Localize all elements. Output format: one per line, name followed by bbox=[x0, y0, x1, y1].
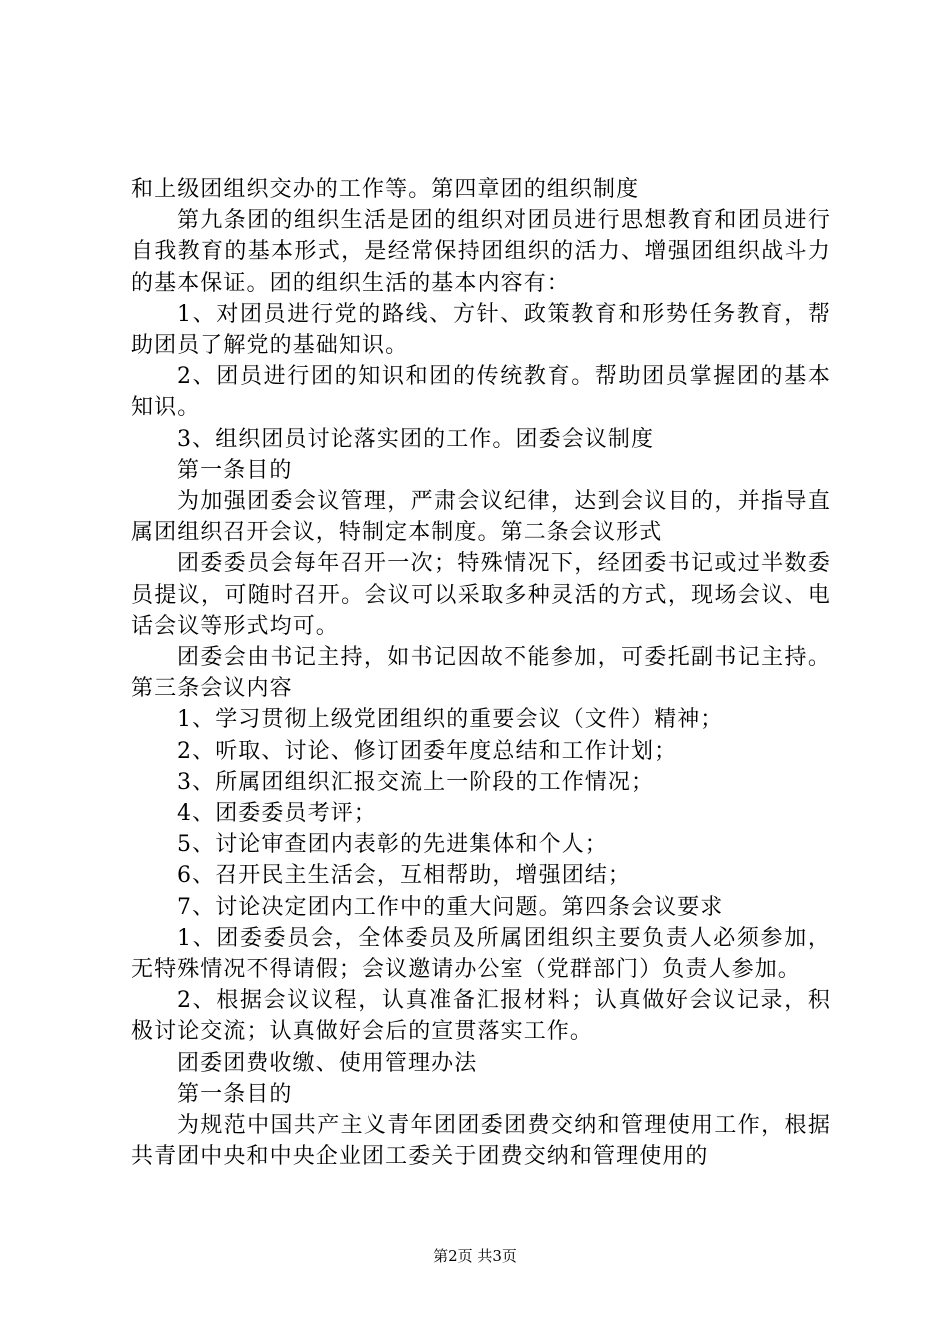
paragraph: 7、讨论决定团内工作中的重大问题。第四条会议要求 bbox=[177, 894, 724, 920]
paragraph: 1、团委委员会，全体委员及所属团组织主要负责人必须参加，无特殊情况不得请假；会议邀请办公室（党群部门）负责人参加。 bbox=[131, 925, 831, 983]
page-footer: 第2页 共3页 bbox=[433, 1247, 517, 1265]
paragraph: 第一条目的 bbox=[177, 1081, 293, 1107]
paragraph: 6、召开民主生活会，互相帮助，增强团结； bbox=[177, 863, 631, 889]
paragraph: 2、团员进行团的知识和团的传统教育。帮助团员掌握团的基本知识。 bbox=[131, 364, 831, 421]
paragraph: 3、所属团组织汇报交流上一阶段的工作情况； bbox=[177, 769, 655, 795]
paragraph: 1、对团员进行党的路线、方针、政策教育和形势任务教育，帮助团员了解党的基础知识。 bbox=[131, 301, 831, 359]
paragraph: 5、讨论审查团内表彰的先进集体和个人； bbox=[177, 832, 608, 858]
paragraph: 2、听取、讨论、修订团委年度总结和工作计划； bbox=[177, 738, 678, 764]
paragraph: 第九条团的组织生活是团的组织对团员进行思想教育和团员进行自我教育的基本形式，是经常保持团组织的活力、增强团组织战斗力的基本保证。团的组织生活的基本内容有： bbox=[131, 208, 831, 296]
paragraph: 1、学习贯彻上级党团组织的重要会议（文件）精神； bbox=[177, 707, 724, 733]
paragraph: 和上级团组织交办的工作等。第四章团的组织制度 bbox=[131, 177, 640, 202]
paragraph: 为加强团委会议管理，严肃会议纪律，达到会议目的，并指导直属团组织召开会议，特制定本制度。第二条会议形式 bbox=[131, 489, 831, 546]
document-body bbox=[131, 174, 831, 1173]
paragraph: 团委团费收缴、使用管理办法 bbox=[177, 1050, 478, 1076]
paragraph: 4、团委委员考评； bbox=[177, 801, 377, 827]
paragraph: 2、根据会议议程，认真准备汇报材料；认真做好会议记录，积极讨论交流；认真做好会后的宣贯落实工作。 bbox=[131, 988, 831, 1045]
paragraph: 团委会由书记主持，如书记因故不能参加，可委托副书记主持。第三条会议内容 bbox=[131, 645, 831, 702]
paragraph: 第一条目的 bbox=[177, 457, 293, 483]
paragraph: 3、组织团员讨论落实团的工作。团委会议制度 bbox=[177, 426, 655, 452]
paragraph: 团委委员会每年召开一次；特殊情况下，经团委书记或过半数委员提议，可随时召开。会议可以采取多种灵活的方式，现场会议、电话会议等形式均可。 bbox=[131, 551, 831, 639]
paragraph: 为规范中国共产主义青年团团委团费交纳和管理使用工作，根据共青团中央和中央企业团工委关于团费交纳和管理使用的 bbox=[131, 1113, 831, 1170]
